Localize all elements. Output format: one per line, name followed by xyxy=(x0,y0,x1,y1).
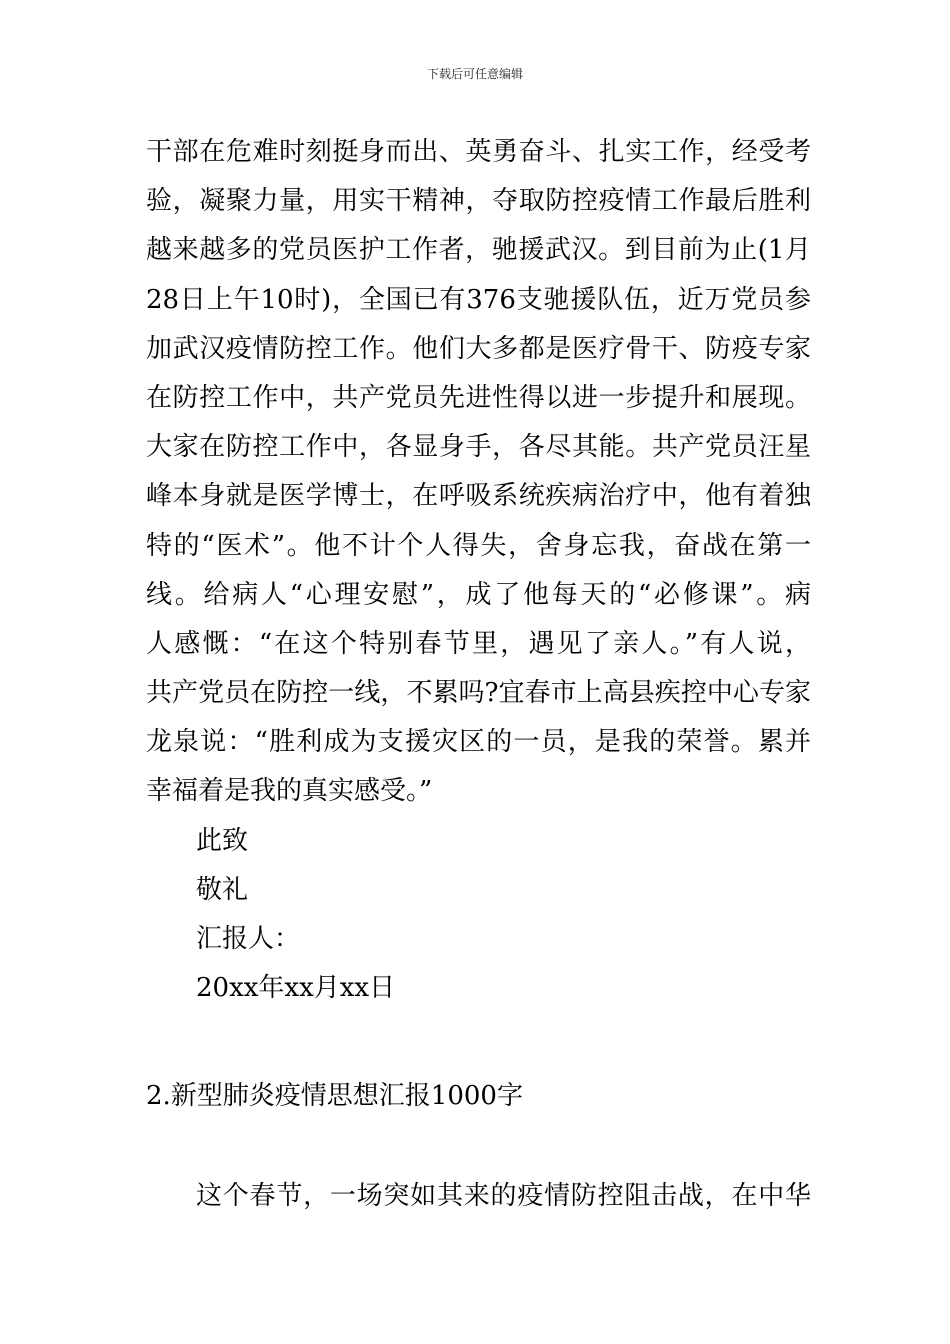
paragraph-1 xyxy=(146,128,811,817)
text-line: 峰本身就是医学博士，在呼吸系统疾病治疗中，他有着独 xyxy=(146,481,811,512)
closing-regards-2: 敬礼 xyxy=(196,874,249,905)
section-title: 2.新型肺炎疫情思想汇报1000字 xyxy=(146,1081,523,1111)
page-header: 下载后可任意编辑 xyxy=(426,67,523,81)
text-line: 验，凝聚力量，用实干精神，夺取防控疫情工作最后胜利 xyxy=(146,186,811,217)
text-line: 线。给病人“心理安慰”，成了他每天的“必修课”。病 xyxy=(146,579,811,610)
text-line: 人感慨：“在这个特别春节里，遇见了亲人。”有人说， xyxy=(146,628,811,659)
text-line: 特的“医术”。他不计个人得失，舍身忘我，奋战在第一 xyxy=(146,530,811,561)
text-line: 越来越多的党员医护工作者，驰援武汉。到目前为止(1月 xyxy=(146,235,811,266)
closing-regards-1: 此致 xyxy=(196,825,249,856)
text-line: 加武汉疫情防控工作。他们大多都是医疗骨干、防疫专家 xyxy=(146,333,811,364)
closing-block xyxy=(146,817,811,1014)
text-line: 在防控工作中，共产党员先进性得以进一步提升和展现。 xyxy=(146,382,811,413)
text-line: 共产党员在防控一线，不累吗?宜春市上高县疾控中心专家 xyxy=(146,678,811,709)
text-line: 干部在危难时刻挺身而出、英勇奋斗、扎实工作，经受考 xyxy=(146,137,811,167)
text-line: 幸福着是我的真实感受。” xyxy=(146,776,433,807)
text-line: 大家在防控工作中，各显身手，各尽其能。共产党员汪星 xyxy=(146,432,811,463)
closing-date: 20xx年xx月xx日 xyxy=(196,973,396,1004)
document-body xyxy=(146,128,811,1013)
closing-reporter: 汇报人： xyxy=(196,924,301,954)
text-line: 28日上午10时)，全国已有376支驰援队伍，近万党员参 xyxy=(146,284,811,315)
text-line: 龙泉说：“胜利成为支援灾区的一员，是我的荣誉。累并 xyxy=(146,727,811,758)
section-2-first-line: 这个春节，一场突如其来的疫情防控阻击战，在中华 xyxy=(196,1181,811,1211)
